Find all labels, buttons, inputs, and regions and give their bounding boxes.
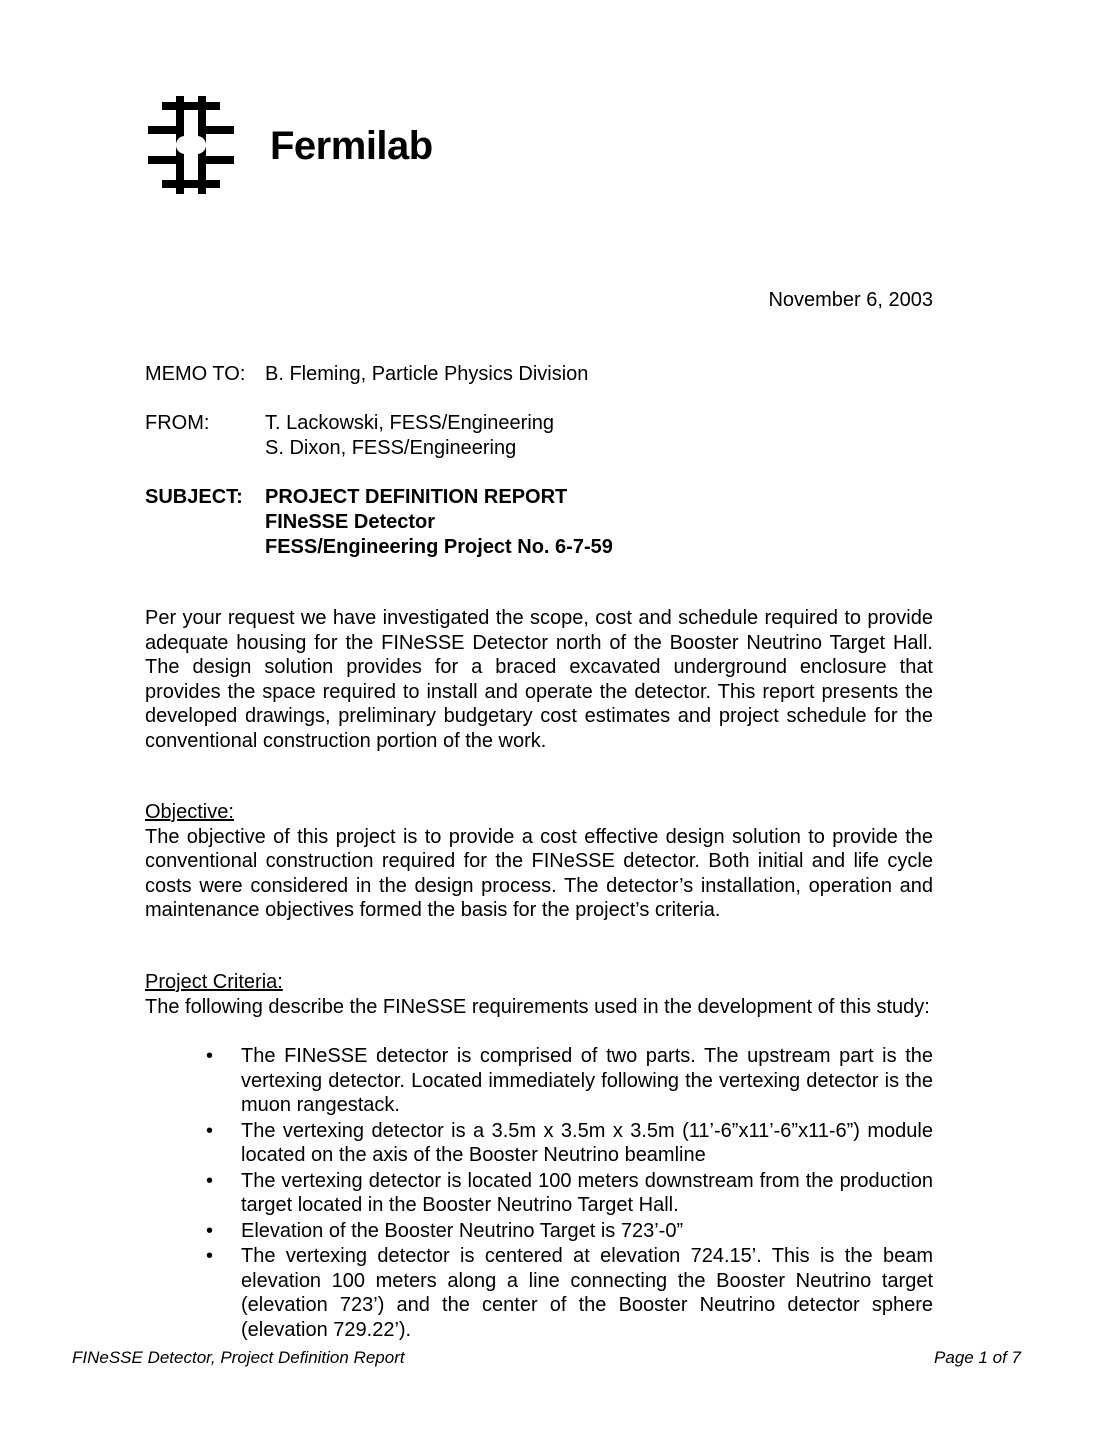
bullet-icon: • (206, 1045, 214, 1067)
bullet-icon: • (206, 1219, 214, 1242)
from-line: S. Dixon, FESS/Engineering (265, 437, 517, 459)
subject-line-project-number: FESS/Engineering Project No. 6-7-59 (265, 536, 613, 558)
objective-section (145, 800, 933, 923)
subject-values (265, 485, 613, 560)
memo-to-label: MEMO TO: (145, 363, 246, 385)
list-item (145, 1169, 933, 1218)
bullet-icon: • (206, 1119, 214, 1142)
footer-page-number: Page 1 of 7 (934, 1348, 1021, 1367)
list-item-text: The vertexing detector is centered at elevation 724.15’. This is the beam elevation 100 meters along a line connecting the Booster Neutrino target (elevation 723’) and the center of the Booster Neutrino detector sphere (elevation 729.22’). (241, 1245, 933, 1341)
list-item-text: Elevation of the Booster Neutrino Target is 723’-0” (241, 1219, 684, 1242)
objective-heading: Objective: (145, 801, 234, 823)
list-item (145, 1044, 933, 1118)
from-label: FROM: (145, 412, 210, 434)
list-item (145, 1219, 933, 1244)
subject-line-report-title: PROJECT DEFINITION REPORT (265, 486, 568, 508)
objective-text: The objective of this project is to provide a cost effective design solution to provide the conventional construction required for the FINeSSE detector. Both initial and life cycle costs were considered in the design process. The detector’s installation, operation and maintenance objectives formed the basis for the project’s criteria. (145, 825, 933, 921)
criteria-intro: The following describe the FINeSSE requirements used in the development of this study: (145, 995, 930, 1018)
subject-label: SUBJECT: (145, 486, 243, 508)
from-line: T. Lackowski, FESS/Engineering (265, 412, 555, 434)
memo-date: November 6, 2003 (768, 289, 933, 311)
fermilab-wordmark: Fermilab (270, 124, 433, 168)
subject-line-detector: FINeSSE Detector (265, 511, 436, 533)
list-item-text: The vertexing detector is a 3.5m x 3.5m x 3.5m (11’-6”x11’-6”x11-6”) module located on the axis of the Booster Neutrino beamline (241, 1119, 933, 1166)
footer-title: FINeSSE Detector, Project Definition Report (72, 1348, 405, 1367)
criteria-section (145, 970, 933, 1019)
list-item-text: The FINeSSE detector is comprised of two parts. The upstream part is the vertexing detector. Located immediately following the vertexing detector is the muon rangestack. (241, 1045, 933, 1116)
intro-paragraph (145, 606, 933, 753)
bullet-icon: • (206, 1169, 214, 1192)
from-values (265, 411, 554, 461)
list-item (145, 1244, 933, 1342)
fermilab-logo-icon (148, 96, 234, 194)
list-item-text: The vertexing detector is located 100 meters downstream from the production target located in the Booster Neutrino Target Hall. (241, 1169, 933, 1216)
intro-text: Per your request we have investigated the scope, cost and schedule required to provide adequate housing for the FINeSSE Detector north of the Booster Neutrino Target Hall. The design solution provides for a braced excavated underground enclosure that provides the space required to install and operate the detector. This report presents the developed drawings, preliminary budgetary cost estimates and project schedule for the conventional construction portion of the work. (145, 607, 933, 752)
bullet-icon: • (206, 1245, 214, 1267)
list-item (145, 1119, 933, 1168)
memo-to-value: B. Fleming, Particle Physics Division (265, 363, 589, 385)
criteria-list (145, 1044, 933, 1343)
criteria-heading: Project Criteria: (145, 971, 283, 993)
